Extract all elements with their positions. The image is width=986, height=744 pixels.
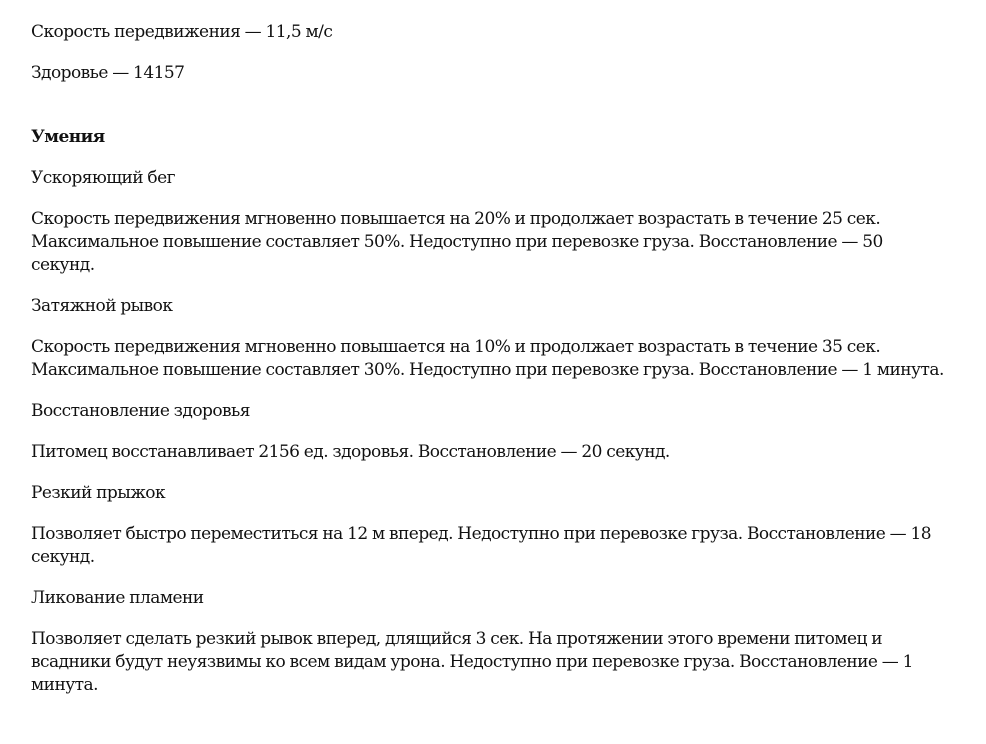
description-line: Позволяет быстро переместиться на 12 м вперед. Недоступно при перевозке груза. Восстановление — 18 [31,524,931,544]
description-line: секунд. [31,547,95,567]
skill-description [31,441,971,464]
speed-stat: Скорость передвижения — 11,5 м/с [31,22,333,42]
document-body [31,21,971,697]
skill-name: Ускоряющий бег [31,168,175,188]
description-line: всадники будут неуязвимы ко всем видам урона. Недоступно при перевозке груза. Восстановление — 1 [31,652,913,672]
skills-heading: Умения [31,127,105,147]
description-line: Питомец восстанавливает 2156 ед. здоровья. Восстановление — 20 секунд. [31,442,670,462]
description-line: Скорость передвижения мгновенно повышается на 20% и продолжает возрастать в течение 25 сек. [31,209,881,229]
description-line: минута. [31,675,98,695]
description-line: секунд. [31,255,95,275]
skill-name: Ликование пламени [31,588,204,608]
skill-description [31,208,971,277]
skill-description [31,523,971,569]
skill-description [31,336,971,382]
description-line: Скорость передвижения мгновенно повышается на 10% и продолжает возрастать в течение 35 сек. [31,337,881,357]
skill-name: Резкий прыжок [31,483,166,503]
description-line: Позволяет сделать резкий рывок вперед, длящийся 3 сек. На протяжении этого времени питомец и [31,629,883,649]
health-stat: Здоровье — 14157 [31,63,185,83]
skill-description [31,628,971,697]
skill-name: Восстановление здоровья [31,401,250,421]
skill-name: Затяжной рывок [31,296,173,316]
description-line: Максимальное повышение составляет 50%. Недоступно при перевозке груза. Восстановление — 50 [31,232,883,252]
description-line: Максимальное повышение составляет 30%. Недоступно при перевозке груза. Восстановление — 1 минута. [31,360,944,380]
